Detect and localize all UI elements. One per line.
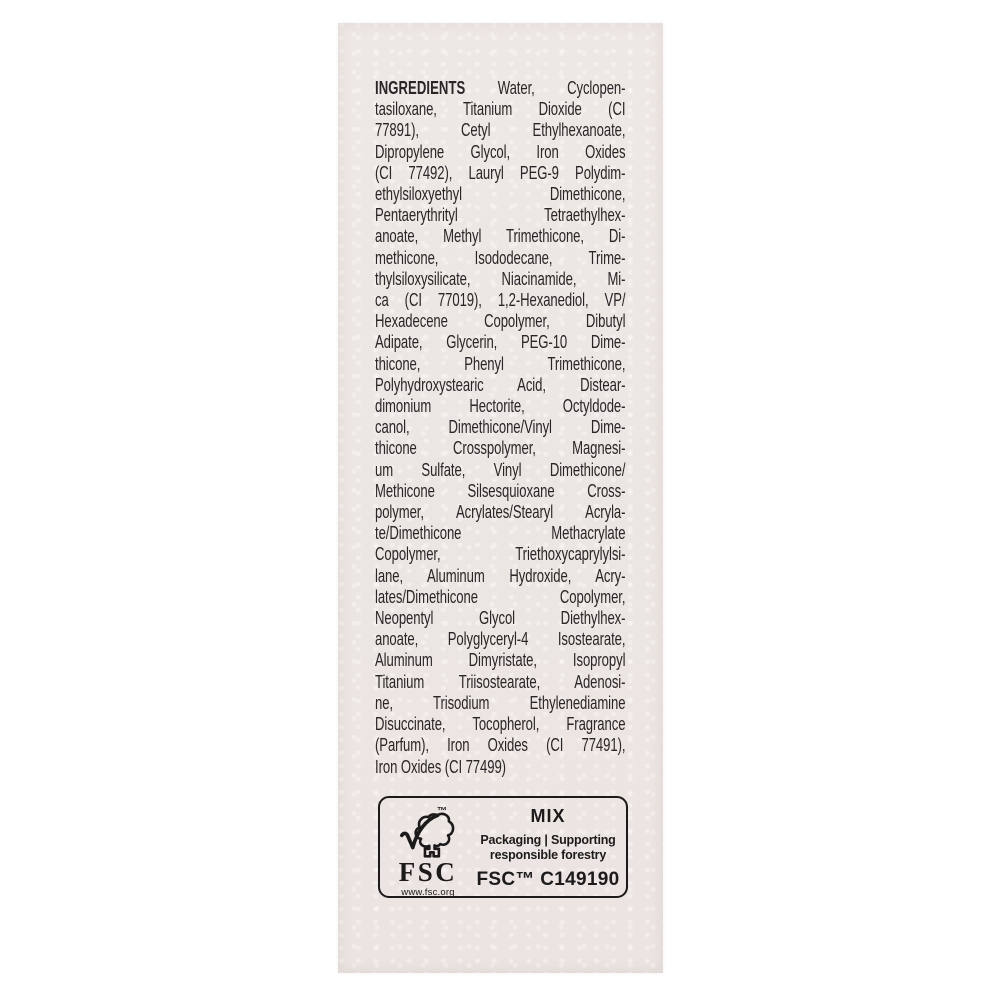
ingredients-line: Dipropylene Glycol, Iron Oxides <box>375 141 626 162</box>
ingredients-line: Iron Oxides (CI 77499) <box>375 756 506 777</box>
ingredients-line: thylsiloxysilicate, Niacinamide, Mi- <box>375 268 626 289</box>
ingredients-line: (CI 77492), Lauryl PEG-9 Polydim- <box>375 162 626 183</box>
ingredients-line: Methicone Silsesquioxane Cross- <box>375 480 626 501</box>
ingredients-line: um Sulfate, Vinyl Dimethicone/ <box>375 459 626 480</box>
fsc-logo-column <box>380 798 476 896</box>
ingredients-line: 77891), Cetyl Ethylhexanoate, <box>375 120 626 141</box>
ingredients-line: lates/Dimethicone Copolymer, <box>375 586 626 607</box>
ingredients-line: Disuccinate, Tocopherol, Fragrance <box>375 714 626 735</box>
ingredients-line: lane, Aluminum Hydroxide, Acry- <box>375 565 626 586</box>
ingredients-line: Neopentyl Glycol Diethylhex- <box>375 608 626 629</box>
fsc-tagline-line2: responsible forestry <box>489 847 607 862</box>
ingredients-line: methicone, Isododecane, Trime- <box>375 247 626 268</box>
ingredients-line: Polyhydroxystearic Acid, Distear- <box>375 374 626 395</box>
ingredients-line: Hexadecene Copolymer, Dibutyl <box>375 311 626 332</box>
fsc-tagline-line1: Packaging | Supporting <box>480 833 616 847</box>
fsc-license-code: FSC™ C149190 <box>476 869 620 890</box>
fsc-mix-label: MIX <box>530 806 566 826</box>
ingredients-line-text: Water, Cyclopen- <box>497 78 626 98</box>
ingredients-line: Pentaerythrityl Tetraethylhex- <box>375 205 626 226</box>
ingredients-line: thicone Crosspolymer, Magnesi- <box>375 438 626 459</box>
ingredients-line: canol, Dimethicone/Vinyl Dime- <box>375 417 626 438</box>
ingredients-line: anoate, Polyglyceryl-4 Isostearate, <box>375 629 626 650</box>
package-side-panel <box>338 23 663 973</box>
fsc-text-column <box>476 798 626 896</box>
fsc-tree-checkmark-icon <box>395 804 461 858</box>
ingredients-line: te/Dimethicone Methacrylate <box>375 523 626 544</box>
ingredients-line: ne, Trisodium Ethylenediamine <box>375 692 626 713</box>
ingredients-line: polymer, Acrylates/Stearyl Acryla- <box>375 502 626 523</box>
ingredients-line: dimonium Hectorite, Octyldode- <box>375 396 626 417</box>
ingredients-line: tasiloxane, Titanium Dioxide (CI <box>375 99 626 120</box>
ingredients-line: Aluminum Dimyristate, Isopropyl <box>375 650 626 671</box>
ingredients-line: ethylsiloxyethyl Dimethicone, <box>375 184 626 205</box>
ingredients-line: thicone, Phenyl Trimethicone, <box>375 353 626 374</box>
fsc-certification-box <box>378 796 628 898</box>
ingredients-line: Titanium Triisostearate, Adenosi- <box>375 671 626 692</box>
ingredients-text-block <box>375 78 625 778</box>
ingredients-line: Adipate, Glycerin, PEG-10 Dime- <box>375 332 626 353</box>
ingredients-line: Copolymer, Triethoxycaprylylsi- <box>375 544 626 565</box>
trademark-symbol: ™ <box>437 806 447 817</box>
ingredients-label: INGREDIENTS <box>375 78 466 98</box>
fsc-acronym-label: FSC <box>398 857 458 887</box>
ingredients-line: anoate, Methyl Trimethicone, Di- <box>375 226 626 247</box>
ingredients-line <box>375 78 625 99</box>
ingredients-line: (Parfum), Iron Oxides (CI 77491), <box>375 735 626 756</box>
fsc-website-url: www.fsc.org <box>401 887 455 898</box>
ingredients-line: ca (CI 77019), 1,2-Hexanediol, VP/ <box>375 290 626 311</box>
